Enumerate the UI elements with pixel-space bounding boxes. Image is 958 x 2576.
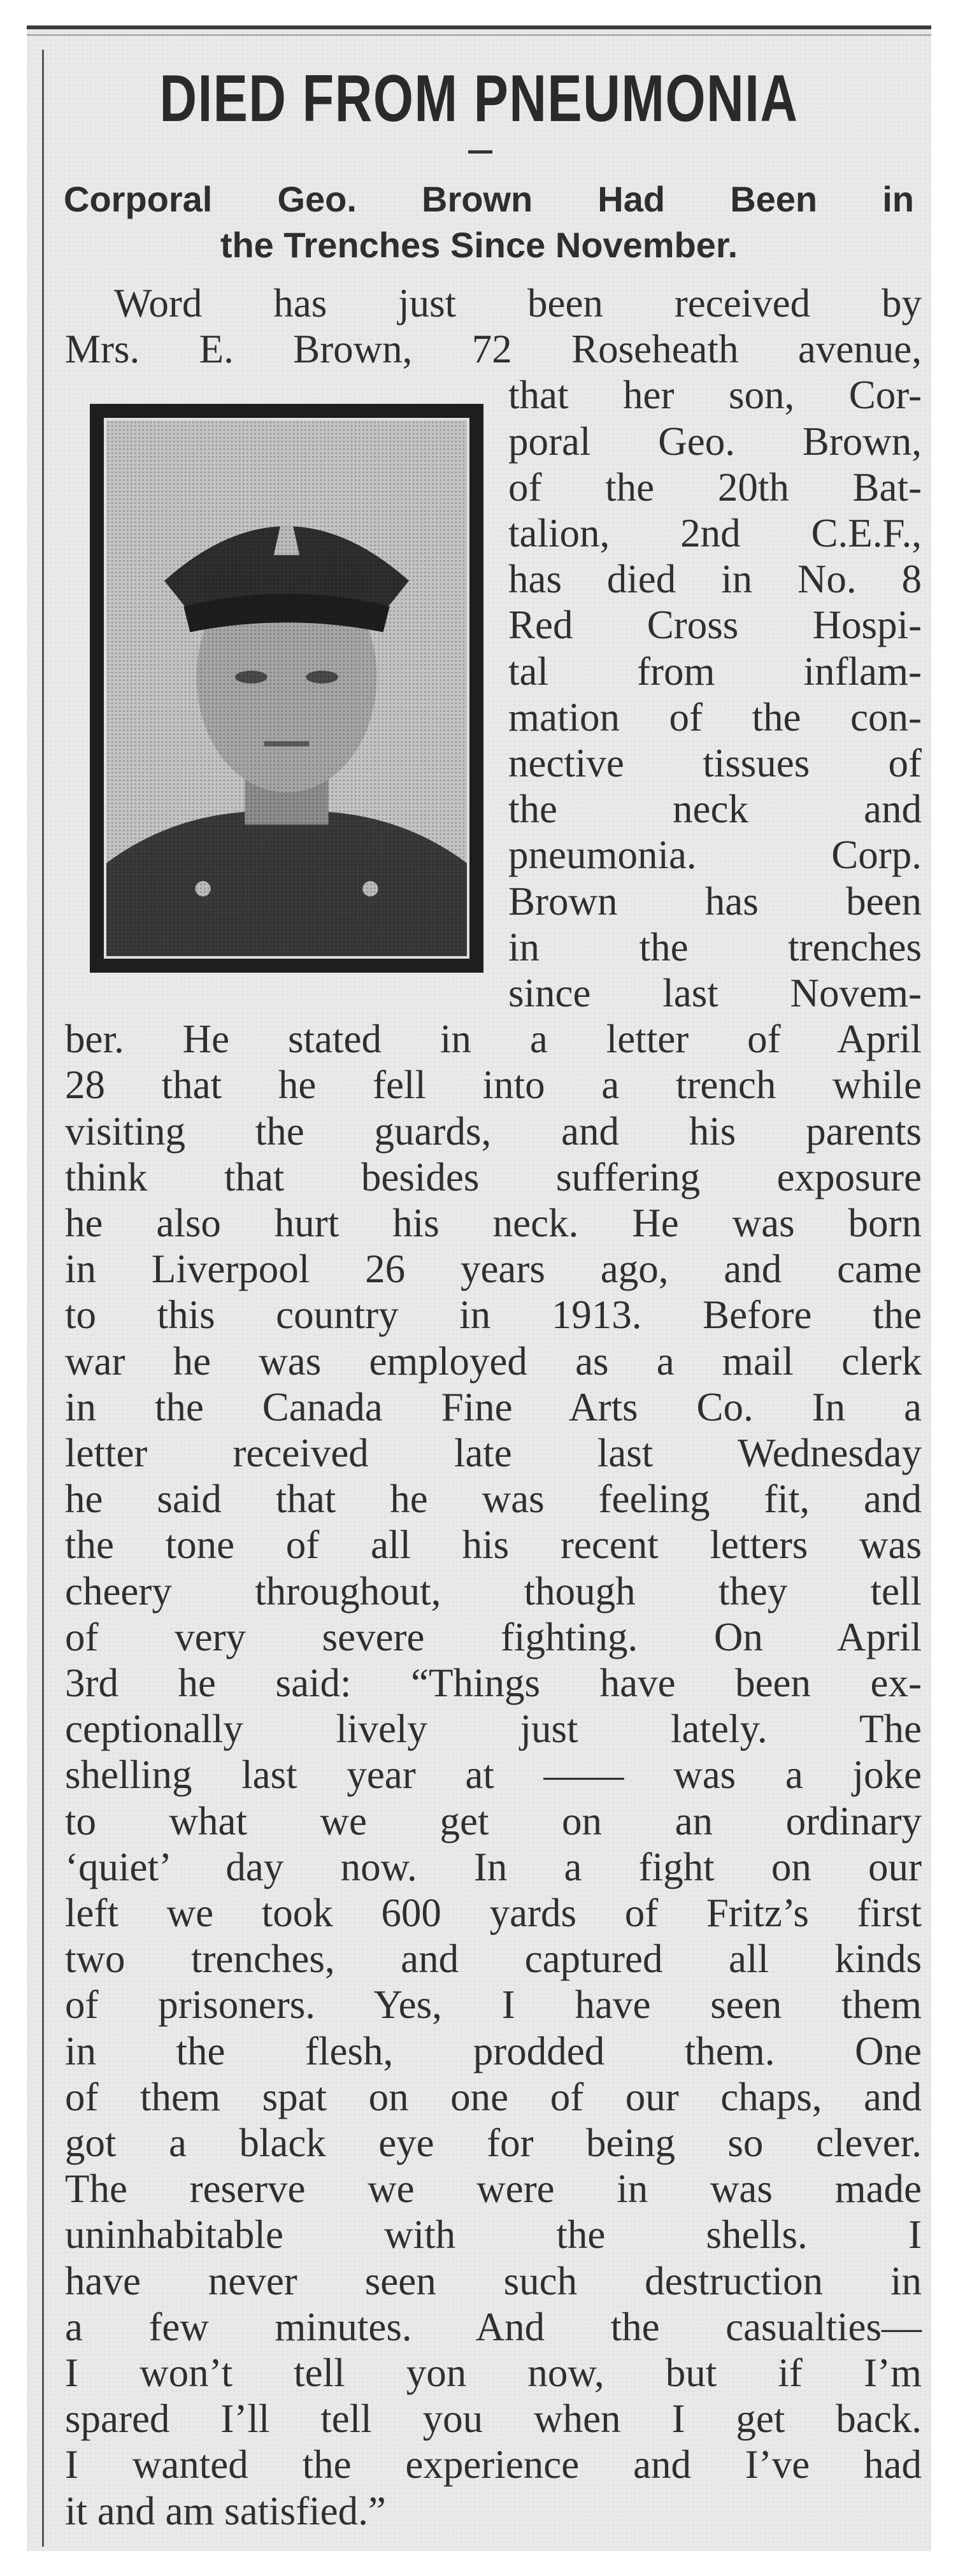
- column-left-rule: [42, 50, 44, 2547]
- body-text-line: of very severe fighting. On April: [65, 1614, 922, 1659]
- subhead-line-2: the Trenches Since November.: [220, 225, 738, 265]
- column-top-rule: [27, 25, 931, 29]
- body-text-line: pneumonia. Corp.: [508, 833, 922, 878]
- subhead-line-1: Corporal Geo. Brown Had Been in: [64, 179, 914, 219]
- body-text-line: Brown has been: [508, 878, 922, 924]
- body-text-line: tal from inflam-: [508, 648, 922, 694]
- headline-dash-divider: [468, 150, 492, 154]
- body-text-line: Red Cross Hospi-: [508, 603, 922, 648]
- body-text-line: the neck and: [508, 787, 922, 832]
- body-text-line: I won’t tell yon now, but if I’m: [65, 2351, 922, 2395]
- body-text-line: left we took 600 yards of Fritz’s first: [65, 1891, 922, 1935]
- portrait-photo: [90, 404, 483, 973]
- body-text-line: have never seen such destruction in: [65, 2258, 922, 2303]
- body-text-line: nective tissues of: [508, 741, 922, 785]
- body-text-line: of prisoners. Yes, I have seen them: [65, 1982, 922, 2028]
- body-text-line: ‘quiet’ day now. In a fight on our: [65, 1844, 922, 1889]
- soldier-portrait-icon: [106, 420, 467, 956]
- body-text-line: a few minutes. And the casualties—: [65, 2304, 922, 2349]
- body-text-line: uninhabitable with the shells. I: [65, 2212, 922, 2258]
- body-text-line: that her son, Cor-: [508, 373, 922, 418]
- body-text-line: Word has just been received by: [114, 281, 922, 326]
- body-text-line: war he was employed as a mail clerk: [65, 1338, 922, 1384]
- body-text-line: to what we get on an ordinary: [65, 1798, 922, 1843]
- body-text-line: poral Geo. Brown,: [508, 419, 922, 464]
- body-text-line: he also hurt his neck. He was born: [65, 1201, 922, 1245]
- column-top-rule-thin: [27, 34, 931, 36]
- body-text-line: it and am satisfied.”: [65, 2488, 386, 2533]
- body-text-line: to this country in 1913. Before the: [65, 1292, 922, 1338]
- body-text-line: of the 20th Bat-: [508, 464, 922, 510]
- body-text-line: visiting the guards, and his parents: [65, 1108, 922, 1154]
- body-text-line: ceptionally lively just lately. The: [65, 1707, 922, 1752]
- body-text-line: mation of the con-: [508, 694, 922, 740]
- body-text-line: talion, 2nd C.E.F.,: [508, 511, 922, 555]
- body-text-line: since last Novem-: [508, 971, 922, 1015]
- body-text-line: of them spat on one of our chaps, and: [65, 2074, 922, 2119]
- body-text-line: the tone of all his recent letters was: [65, 1522, 922, 1568]
- body-text-line: in the Canada Fine Arts Co. In a: [65, 1384, 922, 1429]
- body-text-line: 3rd he said: “Things have been ex-: [65, 1661, 922, 1705]
- body-text-line: ber. He stated in a letter of April: [65, 1017, 922, 1062]
- body-text-line: two trenches, and captured all kinds: [65, 1936, 922, 1982]
- portrait-image: [104, 418, 469, 959]
- body-text-line: think that besides suffering exposure: [65, 1154, 922, 1199]
- body-text-line: spared I’ll tell you when I get back.: [65, 2396, 922, 2442]
- body-text-line: cheery throughout, though they tell: [65, 1568, 922, 1614]
- body-text-line: in the trenches: [508, 924, 922, 970]
- body-text-line: shelling last year at —— was a joke: [65, 1752, 922, 1798]
- body-text-line: 28 that he fell into a trench while: [65, 1063, 922, 1108]
- body-text-line: letter received late last Wednesday: [65, 1431, 922, 1475]
- body-text-line: Mrs. E. Brown, 72 Roseheath avenue,: [65, 327, 922, 372]
- body-text-line: in Liverpool 26 years ago, and came: [65, 1247, 922, 1292]
- body-text-line: I wanted the experience and I’ve had: [65, 2442, 922, 2487]
- body-text-line: got a black eye for being so clever.: [65, 2121, 922, 2165]
- body-text-line: he said that he was feeling fit, and: [65, 1477, 922, 1522]
- body-text-line: The reserve we were in was made: [65, 2166, 922, 2212]
- headline: DIED FROM PNEUMONIA: [159, 62, 799, 136]
- body-text-line: has died in No. 8: [508, 557, 922, 602]
- body-text-line: in the flesh, prodded them. One: [65, 2028, 922, 2073]
